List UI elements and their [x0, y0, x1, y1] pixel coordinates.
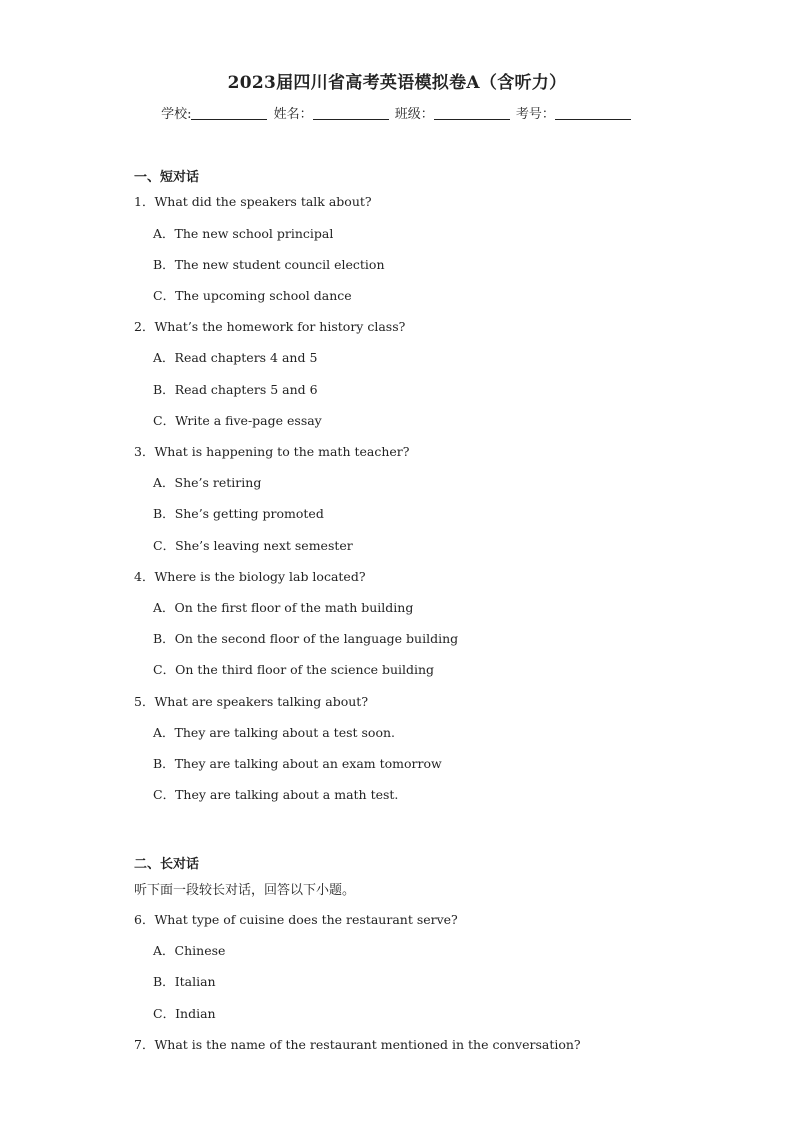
- option-text: Read chapters 4 and 5: [174, 350, 318, 365]
- option-letter: A．: [153, 475, 175, 490]
- option-letter: B．: [153, 974, 175, 989]
- option-text: She’s getting promoted: [174, 506, 324, 521]
- option-letter: B．: [153, 257, 175, 272]
- option-letter: A．: [153, 943, 175, 958]
- option-letter: A．: [153, 725, 175, 740]
- class-blank[interactable]: [434, 106, 510, 120]
- name-label: 姓名：: [273, 107, 313, 122]
- question-number: 7．: [134, 1037, 155, 1052]
- question: [134, 692, 368, 710]
- option-letter: C．: [153, 662, 176, 677]
- question-text: What did the speakers talk about?: [154, 194, 372, 209]
- answer-option[interactable]: [153, 629, 458, 647]
- option-text: Italian: [174, 974, 216, 989]
- section-title-short-dialogues: 一、短对话: [134, 170, 200, 185]
- option-letter: C．: [153, 288, 176, 303]
- option-text: She’s retiring: [174, 475, 262, 490]
- option-letter: B．: [153, 506, 175, 521]
- option-text: On the first floor of the math building: [174, 600, 414, 615]
- student-info-line: [0, 103, 794, 122]
- option-letter: A．: [153, 226, 175, 241]
- option-text: The new school principal: [174, 226, 334, 241]
- option-letter: B．: [153, 756, 175, 771]
- name-blank[interactable]: [313, 106, 389, 120]
- question-text: What is the name of the restaurant mentioned in the conversation?: [154, 1037, 581, 1052]
- option-text: They are talking about a math test.: [175, 787, 399, 802]
- option-text: On the second floor of the language building: [174, 631, 459, 646]
- option-letter: C．: [153, 538, 176, 553]
- class-label: 班级：: [394, 107, 434, 122]
- option-text: The upcoming school dance: [175, 288, 352, 303]
- question-text: What’s the homework for history class?: [154, 319, 406, 334]
- answer-option[interactable]: [153, 348, 317, 366]
- answer-option[interactable]: [153, 473, 261, 491]
- section-title-long-dialogues: 二、长对话: [134, 857, 200, 872]
- question: [134, 192, 372, 210]
- answer-option[interactable]: [153, 754, 442, 772]
- section-instructions: 听下面一段较长对话，回答以下小题。: [134, 883, 356, 898]
- page-title: 2023届四川省高考英语模拟卷A（含听力）: [227, 73, 567, 93]
- question-text: What is happening to the math teacher?: [154, 444, 410, 459]
- school-blank[interactable]: [191, 106, 267, 120]
- answer-option[interactable]: [153, 224, 333, 242]
- option-letter: A．: [153, 350, 175, 365]
- question-text: What type of cuisine does the restaurant serve?: [154, 912, 458, 927]
- question-number: 3．: [134, 444, 155, 459]
- question: [134, 1035, 581, 1053]
- option-text: The new student council election: [174, 257, 385, 272]
- option-letter: B．: [153, 382, 175, 397]
- answer-option[interactable]: [153, 380, 318, 398]
- question-number: 6．: [134, 912, 155, 927]
- option-letter: C．: [153, 413, 176, 428]
- answer-option[interactable]: [153, 536, 353, 554]
- answer-option[interactable]: [153, 411, 322, 429]
- option-text: Write a five-page essay: [175, 413, 322, 428]
- option-text: They are talking about a test soon.: [174, 725, 395, 740]
- question-number: 5．: [134, 694, 155, 709]
- answer-option[interactable]: [153, 504, 324, 522]
- answer-option[interactable]: [153, 785, 398, 803]
- question-number: 1．: [134, 194, 155, 209]
- option-letter: C．: [153, 787, 176, 802]
- option-text: On the third floor of the science building: [175, 662, 435, 677]
- option-text: They are talking about an exam tomorrow: [174, 756, 442, 771]
- answer-option[interactable]: [153, 941, 225, 959]
- answer-option[interactable]: [153, 255, 385, 273]
- option-text: Indian: [175, 1006, 216, 1021]
- option-letter: C．: [153, 1006, 176, 1021]
- question: [134, 442, 409, 460]
- option-text: Chinese: [174, 943, 226, 958]
- answer-option[interactable]: [153, 1004, 216, 1022]
- option-text: Read chapters 5 and 6: [174, 382, 318, 397]
- question-text: Where is the biology lab located?: [154, 569, 366, 584]
- answer-option[interactable]: [153, 723, 395, 741]
- option-letter: B．: [153, 631, 175, 646]
- answer-option[interactable]: [153, 598, 413, 616]
- question-text: What are speakers talking about?: [154, 694, 369, 709]
- question-number: 2．: [134, 319, 155, 334]
- exam-no-label: 考号：: [515, 107, 555, 122]
- question: [134, 567, 366, 585]
- question-number: 4．: [134, 569, 155, 584]
- question: [134, 910, 458, 928]
- school-label: 学校:: [161, 107, 192, 122]
- answer-option[interactable]: [153, 972, 216, 990]
- option-text: She’s leaving next semester: [175, 538, 353, 553]
- option-letter: A．: [153, 600, 175, 615]
- answer-option[interactable]: [153, 286, 352, 304]
- question: [134, 317, 405, 335]
- answer-option[interactable]: [153, 660, 434, 678]
- exam-no-blank[interactable]: [555, 106, 631, 120]
